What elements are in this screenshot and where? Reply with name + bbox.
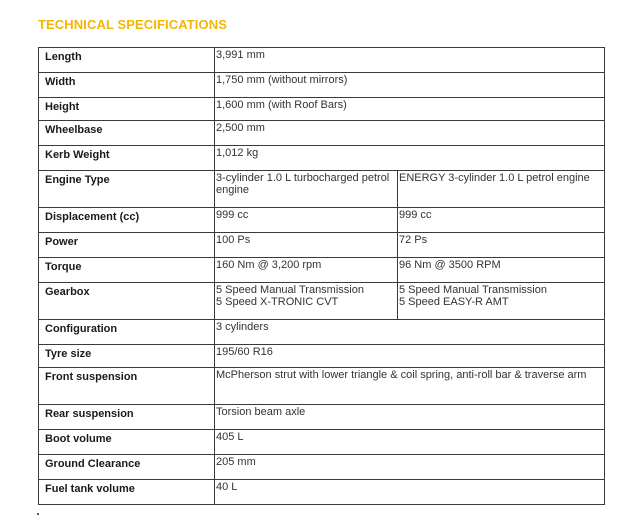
table-row <box>39 171 605 208</box>
table-row <box>39 73 605 98</box>
spec-value: 1,750 mm (without mirrors) <box>215 73 605 98</box>
spec-label: Kerb Weight <box>39 146 215 171</box>
spec-label: Front suspension <box>39 368 215 405</box>
table-row <box>39 146 605 171</box>
spec-value: 100 Ps <box>215 233 398 258</box>
spec-value: 96 Nm @ 3500 RPM <box>398 258 605 283</box>
table-row <box>39 368 605 405</box>
spec-label: Tyre size <box>39 345 215 368</box>
spec-label: Power <box>39 233 215 258</box>
spec-value: 195/60 R16 <box>215 345 605 368</box>
spec-label: Gearbox <box>39 283 215 320</box>
spec-label: Torque <box>39 258 215 283</box>
spec-label: Ground Clearance <box>39 455 215 480</box>
specifications-table <box>38 47 605 505</box>
spec-label: Rear suspension <box>39 405 215 430</box>
spec-label: Fuel tank volume <box>39 480 215 505</box>
table-row <box>39 208 605 233</box>
spec-label: Wheelbase <box>39 121 215 146</box>
spec-value: 5 Speed Manual Transmission 5 Speed EASY-R AMT <box>398 283 605 320</box>
table-row <box>39 480 605 505</box>
spec-value: 3 cylinders <box>215 320 605 345</box>
page-title: TECHNICAL SPECIFICATIONS <box>38 17 227 32</box>
table-row <box>39 258 605 283</box>
spec-label: Engine Type <box>39 171 215 208</box>
spec-label: Length <box>39 48 215 73</box>
stray-dot <box>37 513 39 515</box>
spec-value: 2,500 mm <box>215 121 605 146</box>
spec-value: 1,600 mm (with Roof Bars) <box>215 98 605 121</box>
spec-value: 3-cylinder 1.0 L turbocharged petrol engine <box>215 171 398 208</box>
spec-value: 5 Speed Manual Transmission 5 Speed X-TRONIC CVT <box>215 283 398 320</box>
table-row <box>39 48 605 73</box>
spec-label: Height <box>39 98 215 121</box>
spec-value: 40 L <box>215 480 605 505</box>
table-row <box>39 233 605 258</box>
table-row <box>39 405 605 430</box>
spec-label: Configuration <box>39 320 215 345</box>
spec-value: Torsion beam axle <box>215 405 605 430</box>
spec-value: McPherson strut with lower triangle & coil spring, anti-roll bar & traverse arm <box>215 368 605 405</box>
spec-value: 160 Nm @ 3,200 rpm <box>215 258 398 283</box>
spec-value: 1,012 kg <box>215 146 605 171</box>
spec-value: 405 L <box>215 430 605 455</box>
spec-value: 999 cc <box>215 208 398 233</box>
table-row <box>39 121 605 146</box>
spec-value: ENERGY 3-cylinder 1.0 L petrol engine <box>398 171 605 208</box>
table-row <box>39 98 605 121</box>
spec-value: 3,991 mm <box>215 48 605 73</box>
table-row <box>39 320 605 345</box>
table-row <box>39 430 605 455</box>
spec-value: 72 Ps <box>398 233 605 258</box>
table-row <box>39 455 605 480</box>
spec-label: Width <box>39 73 215 98</box>
table-row <box>39 283 605 320</box>
spec-label: Boot volume <box>39 430 215 455</box>
spec-label: Displacement (cc) <box>39 208 215 233</box>
spec-value: 999 cc <box>398 208 605 233</box>
spec-value: 205 mm <box>215 455 605 480</box>
table-row <box>39 345 605 368</box>
